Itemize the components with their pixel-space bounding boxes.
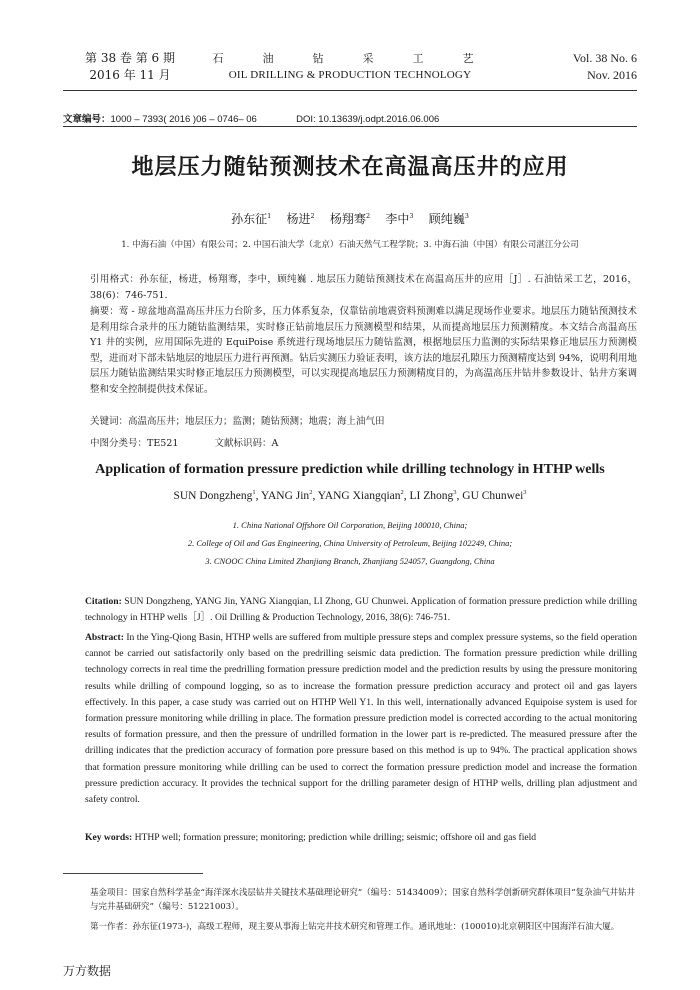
article-number-label: 文章编号：: [63, 114, 111, 125]
keywords-cn-text: 高温高压井；地层压力；监测；随钻预测；地震；海上油气田: [128, 416, 385, 427]
author-en-affil-mark: 3: [523, 489, 527, 497]
author-en-name: GU Chunwei: [462, 490, 524, 502]
journal-volume-info-en: [517, 50, 637, 84]
author-cn-name: 孙东征: [231, 212, 268, 226]
article-number: 1000 – 7393( 2016 )06 – 0746– 06: [110, 114, 257, 125]
fund-label: 基金项目：: [90, 888, 133, 898]
volume-issue-en: Vol. 38 No. 6: [572, 51, 637, 65]
issue-date-en: Nov. 2016: [587, 68, 637, 82]
header-rule: [63, 90, 637, 91]
author-en-name: YANG Jin: [260, 490, 310, 502]
author-en-affil-mark: 2: [309, 489, 313, 497]
author-cn-affil-mark: 2: [310, 212, 315, 220]
article-rule: [63, 126, 637, 127]
author-cn-affil-mark: 3: [409, 212, 414, 220]
abstract-cn-label: 摘要：: [90, 306, 119, 317]
doc-code-value: A: [271, 438, 279, 449]
keywords-cn: [90, 414, 637, 430]
affiliation-en-2: 2. College of Oil and Gas Engineering, China University of Petroleum, Beijing 102249, China;: [187, 538, 513, 548]
keywords-en-text: HTHP well; formation pressure; monitoring; prediction while drilling; seismic; offshore oil and gas field: [132, 832, 537, 843]
first-author-label: 第一作者：: [90, 922, 133, 932]
abstract-en-text: In the Ying-Qiong Basin, HTHP wells are suffered from multiple pressure steps and complex pressure systems, so the field operation cannot be carried out satisfactorily only based on the predrilling seismic data prediction. The formation pressure prediction while drilling technology corrects in real time the predrilling formation pressure prediction model and the prediction results by using the pressure monitoring results while drilling of compound logging, so as to increase the formation pressure prediction accuracy and protect oil and gas layers effectively. In this paper, a case study was carried out on HTHP Well Y1. In this well, internationally advanced Equipoise system is used for formation pressure monitoring while drilling in place. The formation pressure prediction model is corrected according to the actual monitoring results of formation pressure, and then the pressure of undrilled formation in the lower part is re-predicted. The measured pressure after the drilling indicates that the prediction accuracy of formation pore pressure based on this method is up to 94%. The practical application shows that formation pressure monitoring while drilling can be used to correct the formation pressure prediction model and increase the formation pressure prediction accuracy. It provides the technical support for the drilling parameter design of HTHP wells, drilling plan adjustment and safety control.: [85, 632, 637, 806]
clc-value: TE521: [147, 438, 179, 449]
keywords-cn-label: 关键词：: [90, 416, 129, 427]
citation-en: [63, 594, 637, 626]
classification-line: [90, 436, 637, 452]
journal-title-cn: 石 油 钻 采 工 艺: [212, 52, 488, 65]
author-en-name: LI Zhong: [409, 490, 454, 502]
authors-cn: [0, 210, 700, 227]
journal-title-en: OIL DRILLING & PRODUCTION TECHNOLOGY: [228, 69, 472, 81]
author-en-name: SUN Dongzheng: [173, 490, 253, 502]
abstract-cn-text: 莺 - 琼盆地高温高压井压力台阶多，压力体系复杂，仅靠钻前地震资料预测难以满足现场作业要求。地层压力随钻预测技术是利用综合录井的压力随钻监测结果，实时修正钻前地层压力预测模型和结果，从而提高地层压力预测精度。本文结合高温高压 Y1 井的实例，应用国际先进的 EquiPoise 系统进行现场地层压力随钻监测，根据地层压力监测的实际结果修正地层压力预测模型，进而对下部未钻地层的地层压力进行再预测。钻后实测压力验证表明，该方法的地层孔隙压力预测精度达到 94%，说明利用地层压力随钻监测结果实时修正地层压力预测模型，可以实现提高地层压力预测精度目的，为高温高压井钻井参数设计、钻井方案调整和安全控制提供技术保证。: [90, 306, 637, 395]
keywords-en-label: Key words:: [85, 832, 133, 843]
clc-label: 中图分类号：: [90, 438, 148, 449]
first-author-footnote: [90, 920, 637, 934]
journal-title: [200, 50, 500, 84]
abstract-cn: [90, 304, 637, 398]
affiliations-cn: 1. 中海石油（中国）有限公司；2. 中国石油大学（北京）石油天然气工程学院；3. 中海石油（中国）有限公司湛江分公司: [121, 240, 579, 250]
author-cn-affil-mark: 3: [464, 212, 469, 220]
wanfang-watermark: 万方数据: [63, 964, 112, 978]
volume-issue: 第 38 卷 第 6 期: [85, 51, 175, 65]
author-cn-name: 顾纯巍: [428, 212, 465, 226]
author-cn-affil-mark: 2: [365, 212, 371, 220]
author-cn-name: 杨翔骞: [329, 212, 366, 226]
fund-text: 国家自然科学基金“海洋深水浅层钻井关键技术基础理论研究”（编号：51434009）；国家自然科学创新研究群体项目“复杂油气井钻井与完井基础研究”（编号：51221003）。: [90, 888, 636, 912]
keywords-en: [63, 830, 637, 846]
footnote-rule: [63, 873, 203, 874]
citation-en-text: SUN Dongzheng, YANG Jin, YANG Xiangqian, LI Zhong, GU Chunwei. Application of formation pressure prediction while drilling technology in HTHP wells［J］. Oil Drilling & Production Technology, 2016, 38(6): 746-751.: [85, 596, 637, 624]
title-cn: 地层压力随钻预测技术在高温高压井的应用: [131, 155, 569, 180]
first-author-text: 孙东征(1973-)，高级工程师，现主要从事海上钻完井技术研究和管理工作。通讯地址：(100010)北京朝阳区中国海洋石油大厦。: [132, 922, 620, 932]
fund-footnote: [90, 886, 637, 914]
author-en-affil-mark: 1: [252, 489, 256, 497]
abstract-en: [63, 630, 637, 808]
author-en-affil-mark: 3: [453, 489, 457, 497]
citation-en-label: Citation:: [85, 596, 122, 607]
doc-code-label: 文献标识码：: [214, 438, 272, 449]
abstract-en-label: Abstract:: [85, 632, 124, 643]
author-en-name: YANG Xiangqian: [317, 490, 401, 502]
title-en: Application of formation pressure prediction while drilling technology in HTHP wells: [95, 462, 605, 477]
affiliation-en-3: 3. CNOOC China Limited Zhanjiang Branch, Zhanjiang 524057, Guangdong, China: [205, 556, 495, 566]
author-en-affil-mark: 2: [400, 489, 404, 497]
author-cn-name: 李中: [385, 212, 410, 226]
citation-cn-text: 孙东征，杨进，杨翔骞，李中，顾纯巍 . 地层压力随钻预测技术在高温高压井的应用［J］. 石油钻采工艺，2016，38(6)：746-751.: [90, 274, 637, 301]
author-cn-affil-mark: 1: [267, 212, 272, 220]
author-cn-name: 杨进: [286, 212, 311, 226]
citation-cn-label: 引用格式：: [90, 274, 140, 285]
article-number-line: [63, 111, 439, 125]
citation-cn: [90, 272, 637, 303]
doi: DOI: 10.13639/j.odpt.2016.06.006: [296, 114, 440, 125]
affiliation-en-1: 1. China National Offshore Oil Corporation, Beijing 100010, China;: [232, 520, 468, 530]
journal-volume-info: [75, 50, 185, 84]
authors-en: SUN Dongzheng$^1$, YANG Jin$^2$, YANG Xiangqian$^2$, LI Zhong$^3$, GU Chunwei$^3$: [173, 489, 527, 502]
issue-date-cn: 2016 年 11 月: [89, 68, 171, 82]
